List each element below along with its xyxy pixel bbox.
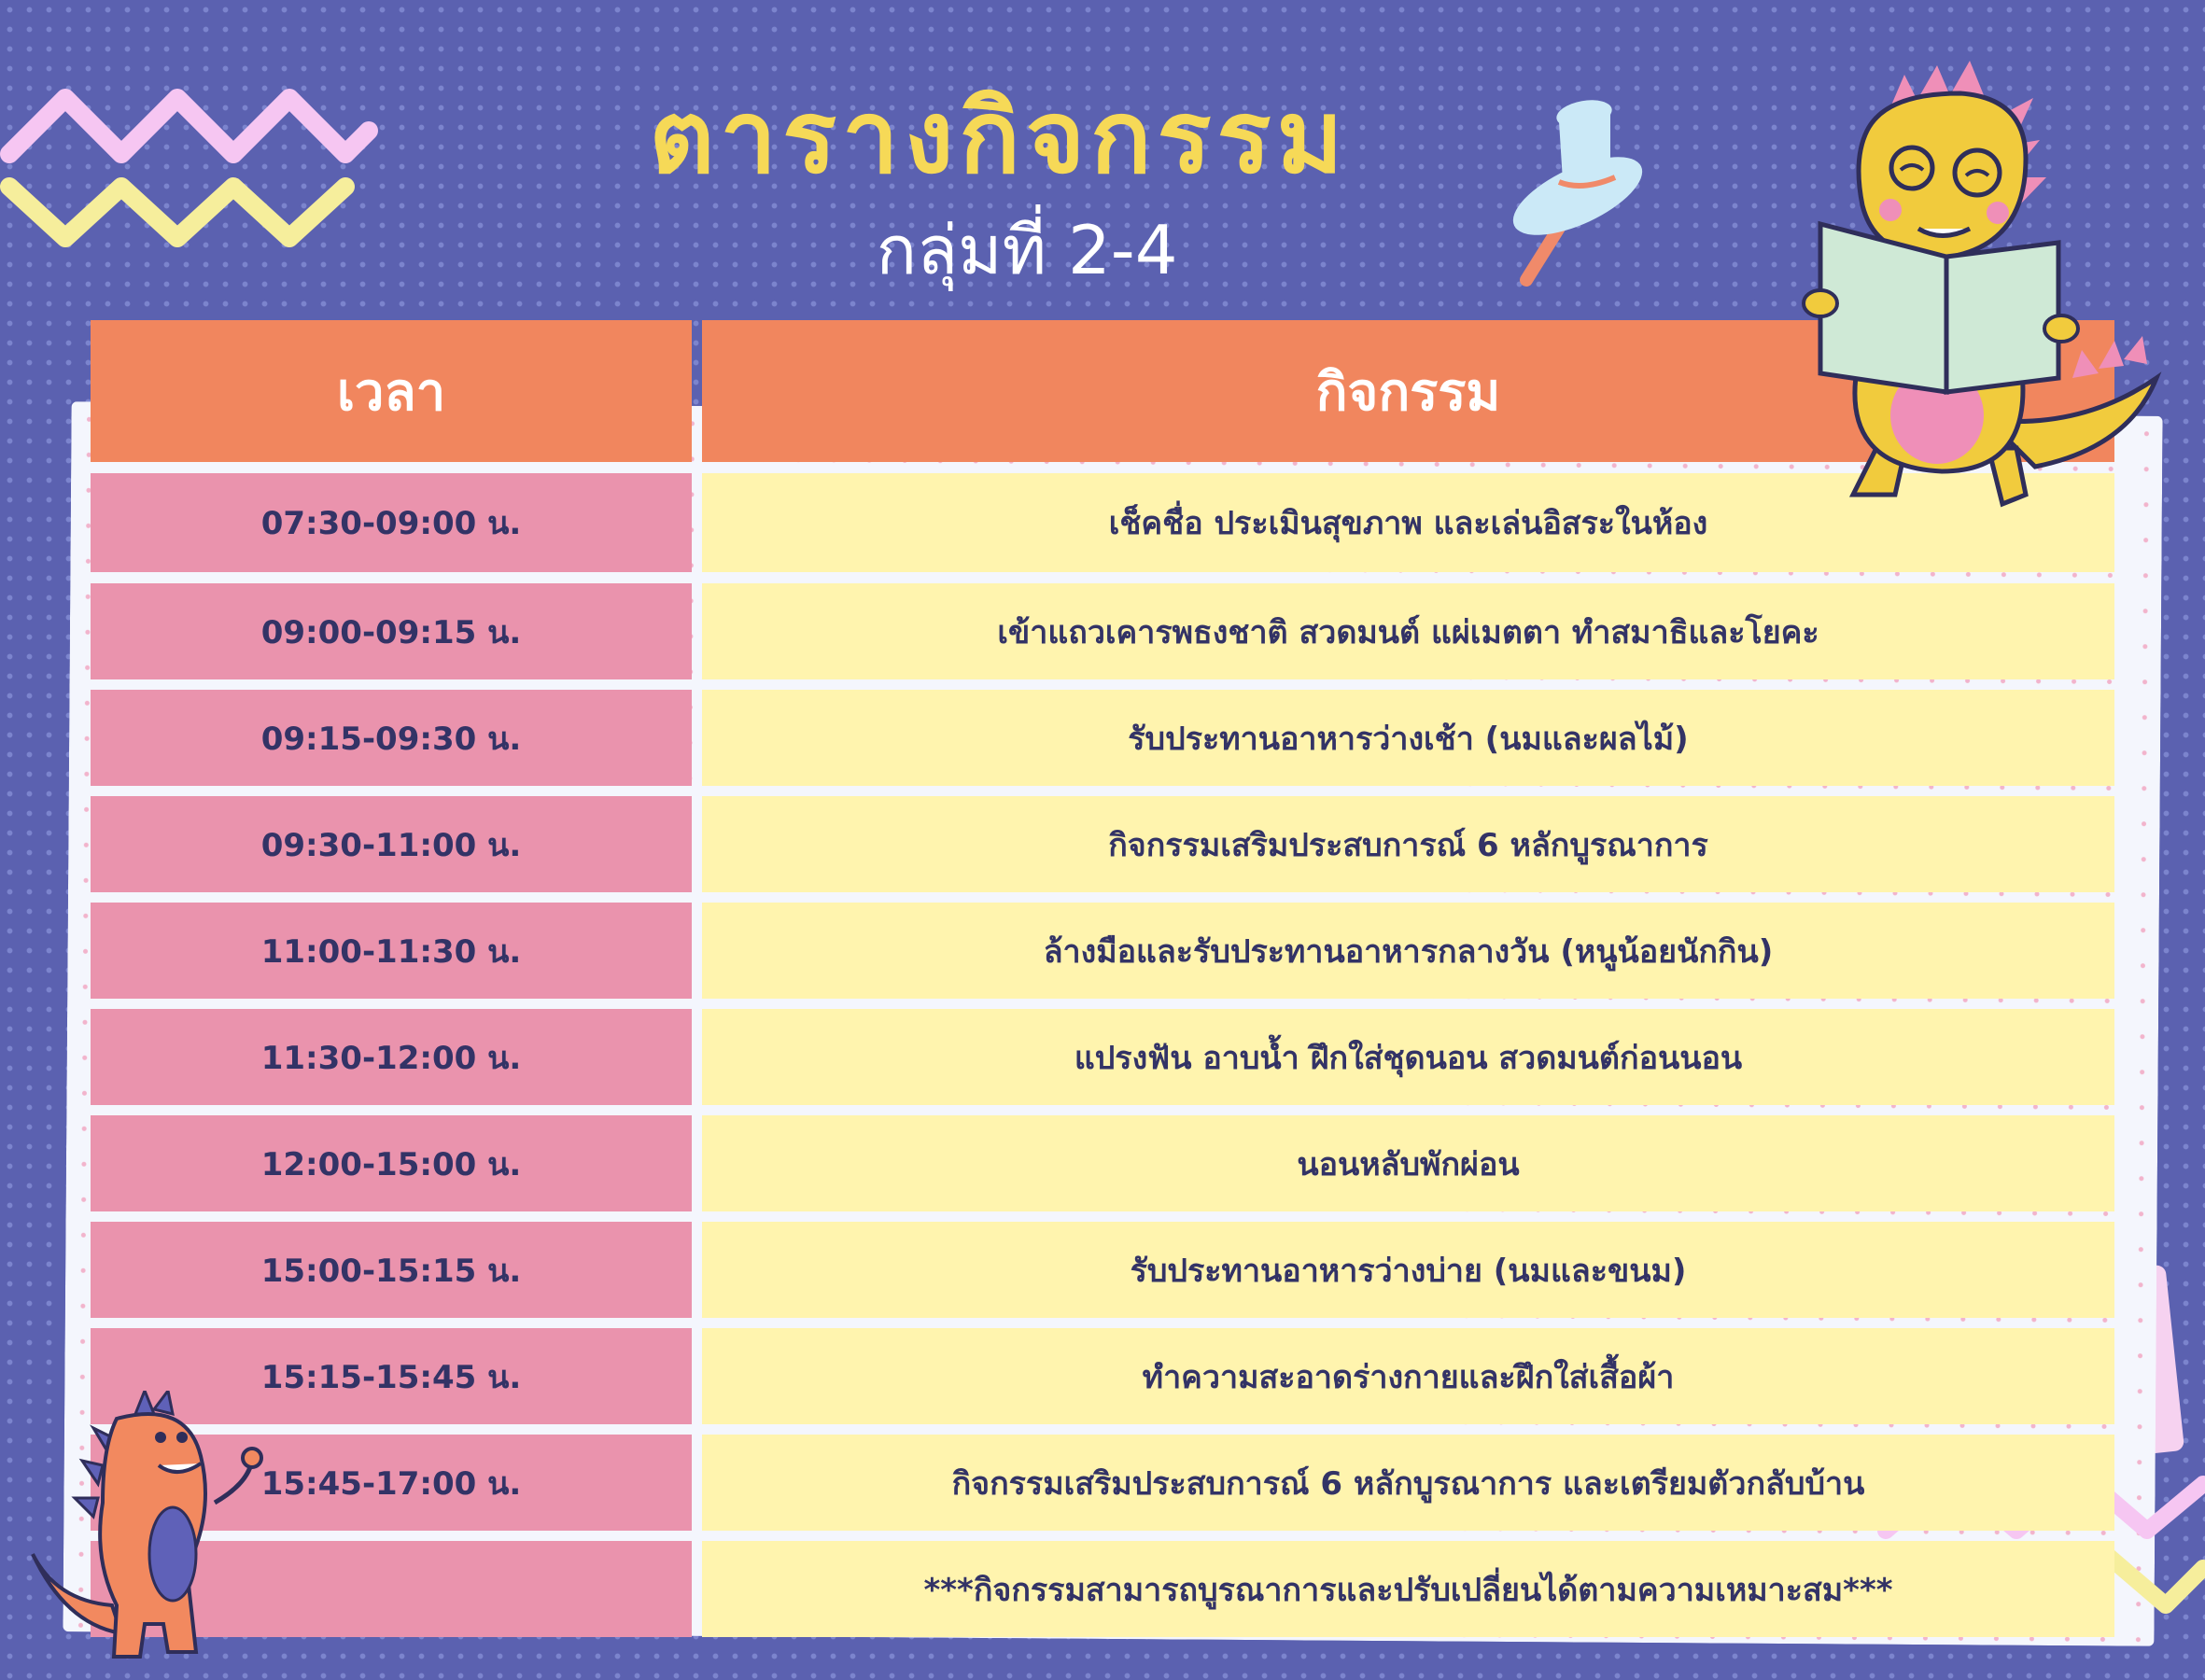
row-time: 15:15-15:45 น. [91,1328,692,1424]
row-time: 07:30-09:00 น. [91,473,692,572]
header-time: เวลา [91,320,692,462]
row-activity: รับประทานอาหารว่างเช้า (นมและผลไม้) [702,690,2114,786]
row-time: 11:30-12:00 น. [91,1009,692,1105]
row-time: 09:15-09:30 น. [91,690,692,786]
row-activity: รับประทานอาหารว่างบ่าย (นมและขนม) [702,1222,2114,1318]
row-activity: นอนหลับพักผ่อน [702,1115,2114,1211]
row-activity: ทำความสะอาดร่างกายและฝึกใส่เสื้อผ้า [702,1328,2114,1424]
page-subtitle: กลุ่มที่ 2-4 [876,211,1178,289]
zigzag-decoration [0,65,392,271]
orange-dinosaur-icon [28,1391,271,1671]
row-time: 09:30-11:00 น. [91,796,692,892]
header-activity: กิจกรรม [702,320,2114,462]
row-activity: เข้าแถวเคารพธงชาติ สวดมนต์ แผ่เมตตา ทำสมาธิและโยคะ [702,583,2114,679]
row-activity: แปรงฟัน อาบน้ำ ฝึกใส่ชุดนอน สวดมนต์ก่อนนอน [702,1009,2114,1105]
row-time: 15:00-15:15 น. [91,1222,692,1318]
row-time: 15:45-17:00 น. [91,1435,692,1531]
row-activity: กิจกรรมเสริมประสบการณ์ 6 หลักบูรณาการ [702,796,2114,892]
row-time: 12:00-15:00 น. [91,1115,692,1211]
page-title: ตารางกิจกรรม [649,79,1349,196]
zigzag-pink [9,98,369,154]
row-activity: กิจกรรมเสริมประสบการณ์ 6 หลักบูรณาการ และเตรียมตัวกลับบ้าน [702,1435,2114,1531]
row-time: 09:00-09:15 น. [91,583,692,679]
row-activity: ล้างมือและรับประทานอาหารกลางวัน (หนูน้อยนักกิน) [702,903,2114,999]
row-time: 11:00-11:30 น. [91,903,692,999]
zigzag-yellow [9,187,345,238]
reading-dinosaur-icon [1802,56,2175,523]
row-activity: เช็คชื่อ ประเมินสุขภาพ และเล่นอิสระในห้อง [702,473,2114,572]
note-row: ***กิจกรรมสามารถบูรณาการและปรับเปลี่ยนได้ตามความเหมาะสม*** [702,1541,2114,1637]
